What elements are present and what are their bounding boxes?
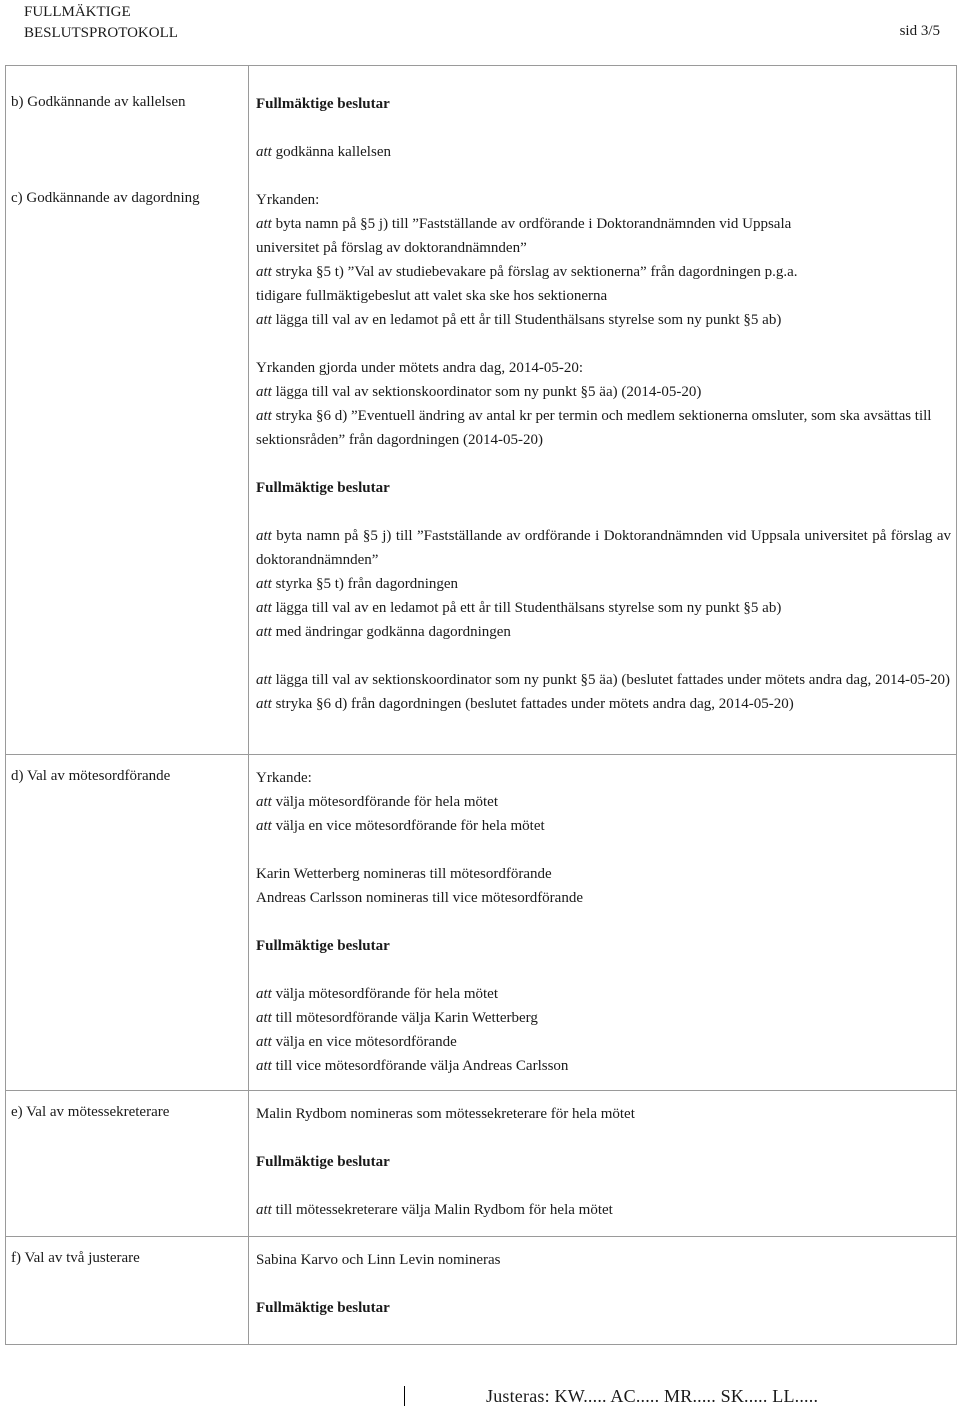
att-keyword: att [256,986,272,1002]
nomination-text: Karin Wetterberg nomineras till mötesordförande [256,866,552,882]
section-e-content [256,1102,951,1222]
decision-text: välja en vice mötesordförande [271,1034,457,1050]
proposal-text: lägga till val av sektionskoordinator som ny punkt §5 äa) (2014-05-20) [271,384,702,400]
protocol-table [5,65,957,1345]
decision-item [256,1030,951,1054]
decision-heading: Fullmäktige beslutar [256,96,390,112]
att-keyword: att [256,576,272,592]
att-keyword: att [256,312,272,328]
att-keyword: att [256,1034,272,1050]
proposal-text: stryka §6 d) ”Eventuell ändring av antal kr per termin och medlem sektionerna omsluter, som ska avsättas till sektionsråden” från dagordningen (2014-05-20) [256,408,932,448]
proposal-continuation: universitet på förslag av doktorandnämnden” [256,240,527,256]
decision-text: med ändringar godkänna dagordningen [271,624,511,640]
att-keyword: att [256,144,272,160]
decision-item [256,982,951,1006]
decision-item [256,1006,951,1030]
section-c-content [256,188,951,716]
decision-text: till vice mötesordförande välja Andreas Carlsson [271,1058,569,1074]
proposal-text: lägga till val av en ledamot på ett år till Studenthälsans styrelse som ny punkt §5 ab) [271,312,782,328]
proposal-item [256,260,951,284]
decision-text: godkänna kallelsen [271,144,391,160]
page-header [24,0,940,44]
att-keyword: att [256,264,272,280]
att-keyword: att [256,528,272,544]
att-keyword: att [256,1058,272,1074]
row-divider [6,754,956,755]
proposal-item [256,212,951,236]
section-e-label: e) Val av mötessekreterare [11,1104,170,1120]
proposal-item [256,790,951,814]
decision-item [256,620,951,644]
proposal-item [256,308,951,332]
decision-item [256,524,951,572]
nomination-text: Sabina Karvo och Linn Levin nomineras [256,1252,501,1268]
decision-item [256,1198,951,1222]
proposal-text: stryka §5 t) ”Val av studiebevakare på förslag av sektionerna” från dagordningen p.g.a. [271,264,798,280]
proposal-text: välja en vice mötesordförande för hela mötet [271,818,545,834]
att-keyword: att [256,624,272,640]
section-d-label: d) Val av mötesordförande [11,768,171,784]
att-keyword: att [256,1202,272,1218]
att-keyword: att [256,216,272,232]
decision-heading: Fullmäktige beslutar [256,1300,390,1316]
later-proposals-heading: Yrkanden gjorda under mötets andra dag, 2014-05-20: [256,360,583,376]
proposal-item [256,814,951,838]
document-title [24,2,178,44]
proposal-text: byta namn på §5 j) till ”Fastställande av ordförande i Doktorandnämnden vid Uppsala [271,216,792,232]
decision-heading: Fullmäktige beslutar [256,1154,390,1170]
title-line-2: BESLUTSPROTOKOLL [24,25,178,41]
title-line-1: FULLMÄKTIGE [24,4,131,20]
decision-item [256,596,951,620]
section-b-content [256,92,951,164]
decision-heading: Fullmäktige beslutar [256,480,390,496]
section-b-label: b) Godkännande av kallelsen [11,94,186,110]
row-divider [6,1090,956,1091]
decision-text: stryka §6 d) från dagordningen (beslutet fattades under mötets andra dag, 2014-05-20) [271,696,794,712]
yrkanden-heading: Yrkanden: [256,192,320,208]
att-keyword: att [256,384,272,400]
att-keyword: att [256,696,272,712]
decision-heading: Fullmäktige beslutar [256,938,390,954]
decision-text: lägga till val av en ledamot på ett år till Studenthälsans styrelse som ny punkt §5 ab) [271,600,782,616]
decision-text: styrka §5 t) från dagordningen [271,576,459,592]
section-c-label: c) Godkännande av dagordning [11,190,200,206]
att-keyword: att [256,794,272,810]
proposal-continuation: tidigare fullmäktigebeslut att valet ska ske hos sektionerna [256,288,608,304]
att-keyword: att [256,408,272,424]
page-footer [0,1380,960,1412]
decision-item [256,668,951,692]
justeras-initials: Justeras: KW..... AC..... MR..... SK..... LL..... [486,1386,819,1406]
column-divider [248,66,249,1344]
decision-text: till mötessekreterare välja Malin Rydbom för hela mötet [271,1202,613,1218]
proposal-item [256,380,951,404]
margin-bar [404,1386,405,1406]
att-keyword: att [256,818,272,834]
section-d-content [256,766,951,1078]
att-keyword: att [256,672,272,688]
nomination-text: Andreas Carlsson nomineras till vice mötesordförande [256,890,583,906]
decision-item [256,572,951,596]
decision-item [256,140,951,164]
decision-text: välja mötesordförande för hela mötet [271,986,499,1002]
yrkande-heading: Yrkande: [256,770,312,786]
section-f-label: f) Val av två justerare [11,1250,140,1266]
decision-item [256,692,951,716]
page-number: sid 3/5 [899,23,940,39]
decision-item [256,1054,951,1078]
att-keyword: att [256,600,272,616]
att-keyword: att [256,1010,272,1026]
proposal-item [256,404,951,452]
row-divider [6,1236,956,1237]
proposal-text: välja mötesordförande för hela mötet [271,794,499,810]
decision-text: till mötesordförande välja Karin Wetterberg [271,1010,538,1026]
nomination-text: Malin Rydbom nomineras som mötessekreterare för hela mötet [256,1106,635,1122]
section-f-content [256,1248,951,1320]
decision-text: lägga till val av sektionskoordinator som ny punkt §5 äa) (beslutet fattades under mötets andra dag, 2014-05-20) [271,672,951,688]
decision-text: byta namn på §5 j) till ”Fastställande av ordförande i Doktorandnämnden vid Uppsala universitet på förslag av doktorandnämnden” [256,528,951,568]
